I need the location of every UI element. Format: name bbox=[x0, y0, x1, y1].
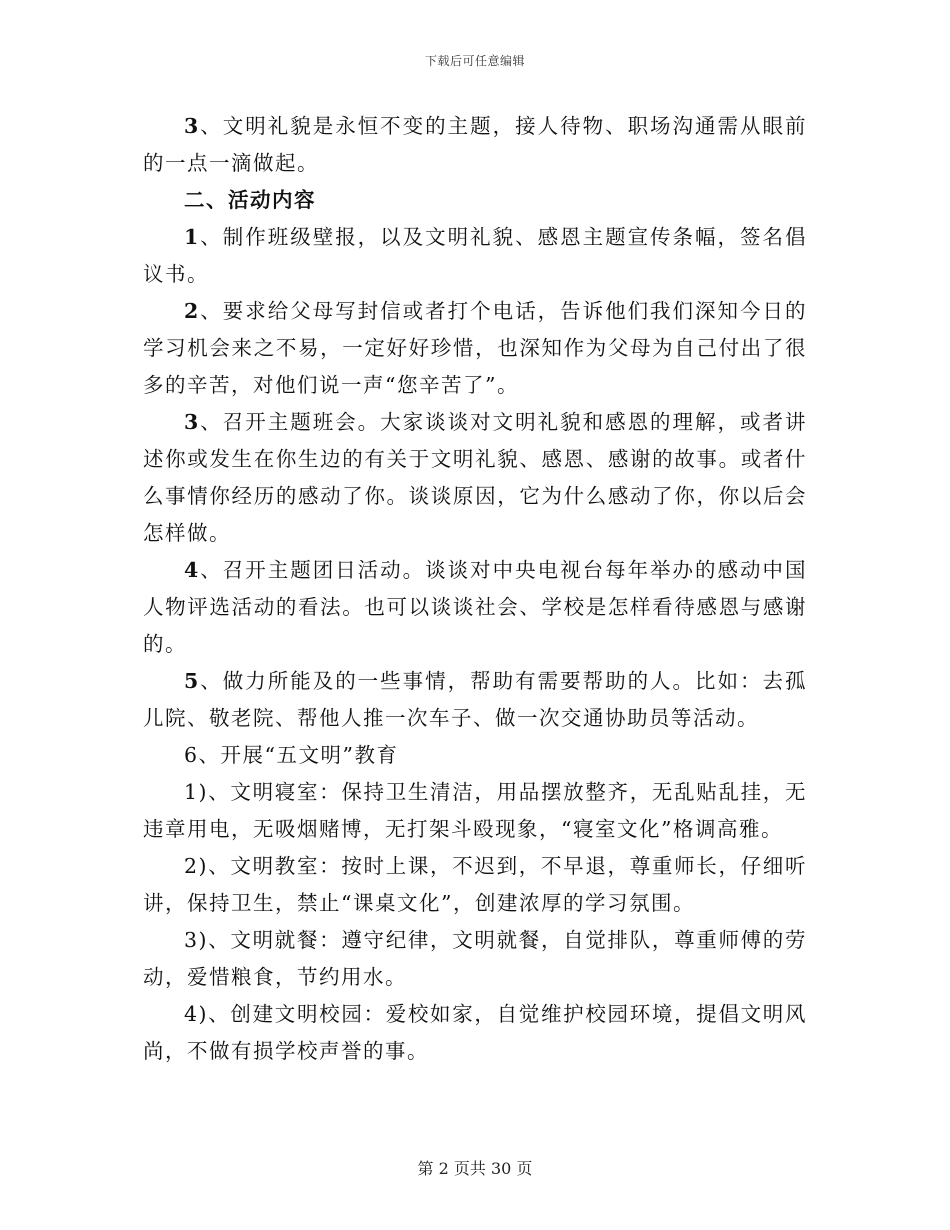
paragraph-civil-classroom: 2)、文明教室：按时上课，不迟到，不早退，尊重师长，仔细听讲，保持卫生，禁止“课桌文化”，创建浓厚的学习氛围。 bbox=[143, 854, 807, 915]
paragraph-activity-2 bbox=[143, 293, 807, 404]
document-body bbox=[143, 108, 807, 1070]
paragraph-text: 、召开主题班会。大家谈谈对文明礼貌和感恩的理解，或者讲述你或发生在你生边的有关于文明礼貌、感恩、感谢的故事。或者什么事情你经历的感动了你。谈谈原因，它为什么感动了你，你以后会怎样做。 bbox=[143, 410, 807, 545]
paragraph-text: 、召开主题团日活动。谈谈对中央电视台每年举办的感动中国人物评选活动的看法。也可以谈谈社会、学校是怎样看待感恩与感谢的。 bbox=[143, 558, 807, 656]
paragraph-number: 1 bbox=[184, 225, 200, 249]
paragraph-number: 3 bbox=[184, 114, 200, 138]
paragraph-text: 、文明礼貌是永恒不变的主题，接人待物、职场沟通需从眼前的一点一滴做起。 bbox=[143, 114, 807, 175]
paragraph-goal-3 bbox=[143, 108, 807, 182]
paragraph-civil-campus: 4)、创建文明校园：爱校如家，自觉维护校园环境，提倡文明风尚，不做有损学校声誉的事。 bbox=[143, 1002, 807, 1063]
paragraph-number: 4 bbox=[184, 558, 200, 582]
paragraph-text: 、做力所能及的一些事情，帮助有需要帮助的人。比如：去孤儿院、敬老院、帮他人推一次车子、做一次交通协助员等活动。 bbox=[143, 669, 807, 730]
paragraph-text: 、要求给父母写封信或者打个电话，告诉他们我们深知今日的学习机会来之不易，一定好好珍惜，也深知作为父母为自己付出了很多的辛苦，对他们说一声“您辛苦了”。 bbox=[143, 299, 807, 397]
paragraph-civil-dormitory: 1)、文明寝室：保持卫生清洁，用品摆放整齐，无乱贴乱挂，无违章用电，无吸烟赌博，无打架斗殴现象，“寝室文化”格调高雅。 bbox=[143, 780, 807, 841]
paragraph-number: 2 bbox=[184, 299, 200, 323]
paragraph-number: 3 bbox=[184, 410, 200, 434]
paragraph-number: 5 bbox=[184, 669, 200, 693]
paragraph-civil-dining: 3)、文明就餐：遵守纪律，文明就餐，自觉排队，尊重师傅的劳动，爱惜粮食，节约用水。 bbox=[143, 928, 807, 989]
paragraph-activity-4 bbox=[143, 552, 807, 663]
paragraph-text: 、制作班级壁报，以及文明礼貌、感恩主题宣传条幅，签名倡议书。 bbox=[143, 225, 807, 286]
page-footer: 第 2 页共 30 页 bbox=[417, 1159, 533, 1178]
paragraph-activity-1 bbox=[143, 219, 807, 293]
section-heading-activities: 二、活动内容 bbox=[184, 188, 316, 212]
page-header: 下载后可任意编辑 bbox=[424, 54, 525, 68]
paragraph-activity-3 bbox=[143, 404, 807, 552]
paragraph-activity-5 bbox=[143, 663, 807, 737]
paragraph-activity-6: 6、开展“五文明”教育 bbox=[184, 743, 399, 767]
